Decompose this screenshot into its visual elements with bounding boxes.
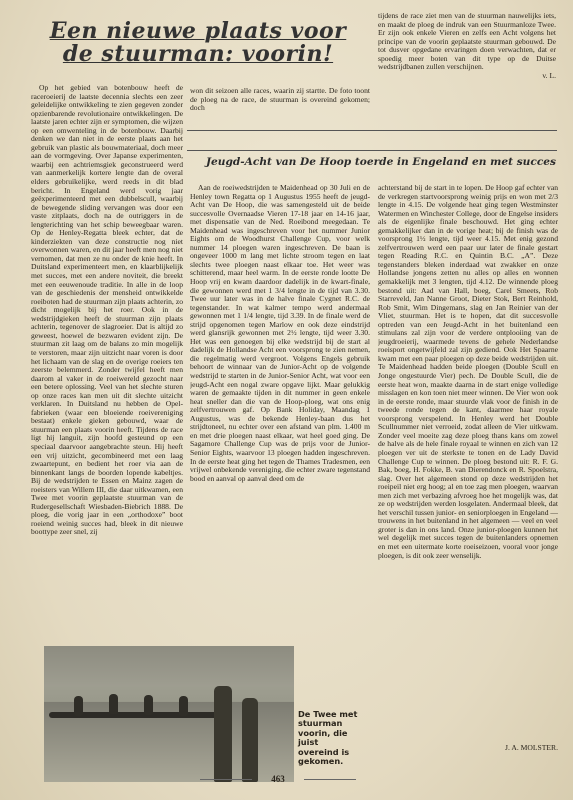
article-column-3-top — [378, 12, 556, 122]
article-column-1 — [31, 84, 183, 644]
article-column-2 — [190, 184, 370, 644]
divider-rule — [187, 150, 557, 151]
article-column-2-top — [190, 87, 370, 117]
article-text: Aan de roeiwedstrijden te Maidenhead op 30 Juli en de Henley town Regatta op 1 Augustus 1955 heeft de jeugd-Acht van De Hoop, die was samengesteld uit de beide succesvolle Overnaadse Vieren 17-18 jaar en 14-16 jaar, met dispensatie van de Ned. Roeibond meegedaan. Te Maidenhead was ingeschreven voor het nummer Junior Eights om de Woodhurst Challenge Cup, voor welk nummer 14 ploegen waren ingeschreven. De baan is ongeveer 1000 m lang met lichte stroom tegen en laat slechts twee ploegen naast elkaar toe. Het weer was schitterend, maar heel warm. In de eerste ronde lootte De Hoop vrij en kwam daardoor dadelijk in de kwart-finale, die gewonnen werd met 1 3/4 lengte in de tijd van 3.30. Twee uur later was in de halve finale Cygnet R.C. de tegenstander. In wat kalmer tempo werd andermaal gewonnen met 1 1/4 lengte, tijd 3.39. In de finale werd de strijd opgenomen tegen Marlow en ook deze eindstrijd werd glansrijk gewonnen met 2½ lengte, tijd weer 3.30. Het was een genoegen bij elke wedstrijd bij de start al dadelijk de Hollandse Acht een voorsprong te zien nemen, die regelmatig werd vergroot. Volgens Engels gebruik behoort de winnaar van de Junior-Acht op de volgende wedstrijd te starten in de Junior-Senior Acht, wat voor een jeugd-Acht een nogal zware opgave lijkt. Maar gelukkig waren de gemaakte tijden in dit nummer in geen enkele heat sneller dan die van de Hoop-ploeg, wat ons enig zelfvertrouwen gaf. Op Bank Holiday, Maandag 1 Augustus, was de bekende Henley-baan dus het strijdtoneel, nu echter over een afstand van plm. 1.400 m en met drie ploegen naast elkaar, wat heel goed ging. De Sagamore Challenge Cup was de prijs voor de Junior-Senior Eights, waarvoor 13 ploegen hadden ingeschreven. In de eerste heat ging het tegen de Thames Tradesmen, een vrijwel onbekende vereniging, die echter zware tegenstand bood en aanval op aanval deed om de — [190, 184, 370, 483]
article-text: achterstand bij de start in te lopen. De Hoop gaf echter van de verkregen startvoorsprong weinig prijs en won met 2/3 lengte in 4.15. De volgende heat ging tegen Westminster Watermen en Winchester College, door de Engelse insiders als de eigenlijke finale beschouwd. Het ging echter gemakkelijker dan in de vorige heat; bij de finish was de voorsprong 1½ lengte, tijd weer 4.15. Met enig gezond zelfvertrouwen werd een paar uur later de finale gestart tegen Reading R.C. en Quintin B.C. „A”. Deze tegenstanders bleken inderdaad wat zwakker en onze Hollandse jongens zetten nu alles op alles en wonnen gemakkelijk met 3 lengten, tijd 4.12. De winnende ploeg bestond uit: Aad van Hall, boeg, Carel Smeets, Rob Starreveld, Jan Nanne Groot, Dieter Stok, Bert Reinhold, Rob Smit, Wim Dingemans, slag en Jan Reinier van der Vliet, stuurman. Het is te hopen, dat dit succesvolle optreden van een Jeugd-Acht in het buitenland een stimulans zal zijn voor de verdere ontplooiing van de jeugdroeierij, waarmede tevens de gehele Nederlandse roeisport ongetwijfeld zal zijn gediend. Ook Het Spaarne kwam met een paar ploegen op deze beide wedstrijden uit. Te Maidenhead hadden beide ploegen (Double Scull en Jonge ongestuurde Vier) pech. De Double Scull, die de eerste heat won, maakte daarna in de start enige volledige misslagen en kon toen niet meer winnen. De Vier won ook in de eerste ronde, maar stuurde vlak voor de finish in de tweede ronde tegen de kant, daarmee haar royale voorsprong verspelend. In Henley werd het Double Scullnummer niet verroeid, zodat alleen de Vier uitkwam. Zonder veel moeite zag deze ploeg thans kans om zowel de halve als de hele finale royaal te winnen en zich van 12 ploegen ver uit de sterkste te tonen en de Lady David Challenge Cup te winnen. De ploeg bestond uit: R. F. G. Bak, boeg, H. Fokke, B. van Dierendonck en R. Spoelstra, slag. Over het algemeen stond op deze wedstrijden het roeipeil niet erg hoog; al en toe zag men ploegen, waarvan men zich met verbazing afvroeg hoe het mogelijk was, dat ze op wedstrijden werden losgelaten. Andermaal bleek, dat het verschil tussen junior- en seniorploegen in Engeland — trouwens in het buitenland in het algemeen — veel en veel groter is dan in ons land. Onze junior-ploegen kunnen het wel degelijk met succes tegen de buitenlanders opnemen en met een uitermate korte roeiseizoen, vooral voor jonge ploegen, is dit ook zeer wenselijk. — [378, 184, 558, 560]
divider-rule — [200, 779, 252, 780]
divider-rule — [187, 130, 557, 131]
photo-caption: De Twee met stuurman voorin, die juist overeind is gekomen. — [298, 709, 358, 767]
page-number: 463 — [271, 774, 285, 784]
article-text: won dit seizoen alle races, waarin zij startte. De foto toont de ploeg na de race, de stuurman is overeind gekomen; doch — [190, 87, 370, 113]
divider-rule — [304, 779, 356, 780]
article-initials: v. L. — [542, 70, 556, 80]
rowing-photo — [44, 646, 294, 782]
article-column-3 — [378, 184, 558, 740]
author-block — [378, 744, 558, 756]
article-text: tijdens de race ziet men van de stuurman nauwelijks iets, en maakt de ploeg de indruk van een Stuurmanloze Twee. Er zijn ook enkele Vieren en zelfs een Acht volgens het principe van de voorin geplaatste stuurman gebouwd. De tot dusver opgedane ervaringen doen verwachten, dat er spoedig meer boten van dit type op de Duitse wedstrijdbanen zullen verschijnen. — [378, 12, 556, 72]
article-author: J. A. MOLSTER. — [505, 744, 558, 752]
article-subtitle: Jeugd-Acht van De Hoop toerde in Engeland en met succes — [206, 156, 556, 168]
article-title: Een nieuwe plaats voor de stuurman: voorin! — [49, 18, 347, 67]
article-text: Op het gebied van botenbouw heeft de raceroeierij de laatste decennia slechts een zeer geleidelijke ontwikkeling te zien gegeven zonder opzienbarende revolutionaire ontwikkelingen. De laatste jaren echter zijn er symptomen, die wijzen op een omwenteling in de botenbouw. Daarbij denken we dan niet in de eerste plaats aan het gebruik van plastic als bouwmateriaal, doch meer aan de vormgeving. Over Japanse experimenten, waarbij een achtriemsgiek geconstrueerd werd van aanmerkelijk kortere lengte dan de overal elders gebruikelijke, werd reeds in dit blad bericht. In Engeland werd vorig jaar geëxperimenteerd met een dubbelscull, waarbij de bewegende sliding vervangen was door een vaste zitplaats, doch na de outriggers in de lengterichting van het schip beweegbaar waren. Op de Henley-Regatta bleek echter, dat de kinderziekten van deze constructie nog niet overwonnen waren, en dit jaar heeft men nog niet vernomen, dat men ze nu onder de knie heeft. In Duitsland experimenteert men, en klaarblijkelijk met succes, met een andere noviteit, die breekt met een eeuwenoude traditie. In alle in de loop van de geschiedenis der mensheid ontwikkelde roeiboten had de stuurman zijn plaats achterin, zo dicht mogelijk bij het roer. Ook in de wedstrijdgieken heeft de stuurman zijn plaats achterin, tegenover de slagroeier. Dat is altijd zo geweest, hoewel de bezwaren evident zijn. De stuurman zit laag om de balans zo min mogelijk te verstoren, maar zijn uitzicht naar voren is door het lichaam van de slag en de overige roeiers ten zeerste belemmerd. Zonder twijfel heeft men daarom al vaker in de roeiwereld gezocht naar een betere oplossing. Veel van het slechte sturen op onze races kan men uit dit slechte uitzicht verklaren. In Duitsland nu hebben de Opel-fabrieken (waar een bloeiende roeivereniging bestaat) enkele gieken gebouwd, waar de stuurman een plaats voorin heeft. Tijdens de race ligt hij languit, zijn hoofd gesteund op een speciaal daarvoor aangebrachte steun. Hij heeft een vrij uitzicht, gecombineerd met een laag zwaartepunt, en bedient het roer via aan de binnenkant langs de boorden lopende kabeltjes. Bij de wedstrijden te Essen en Mainz zagen de roeisters van Willem III, die daar uitkwamen, een Twee met voorin geplaatste stuurman van de Rudergesellschaft Wiesbaden-Biebrich 1888. De ploeg, die vorig jaar in een „orthodoxe” boot roeiend weinig succes had, bleek in dit nieuwe boottype zeer snel, zij — [31, 84, 183, 537]
